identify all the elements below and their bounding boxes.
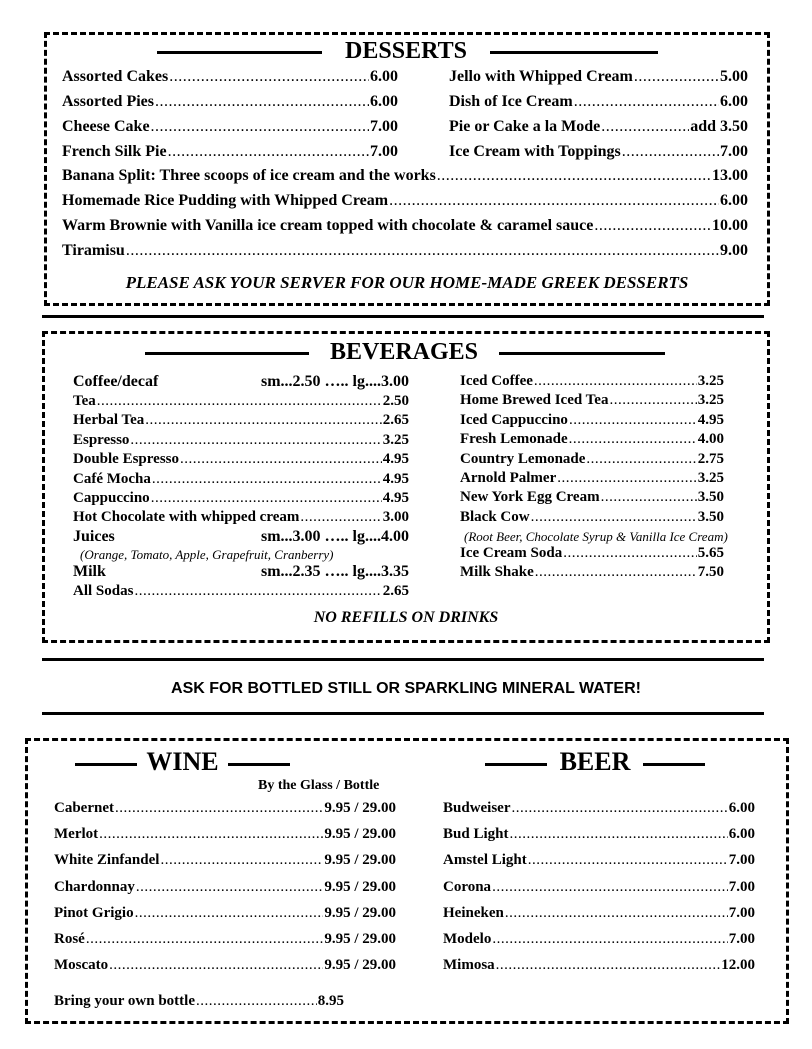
item-price: 6.00	[370, 93, 398, 110]
item-name: Mimosa	[443, 957, 495, 974]
dessert-item	[449, 118, 748, 136]
item-name: Milk Shake	[460, 563, 534, 580]
desserts-footer: PLEASE ASK YOUR SERVER FOR OUR HOME-MADE GREEK DESSERTS	[125, 273, 689, 292]
leader-dots	[97, 393, 382, 410]
item-name: Country Lemonade	[460, 450, 586, 467]
item-name: Iced Cappuccino	[460, 411, 568, 428]
item-name: Coffee/decaf	[73, 373, 159, 390]
item-name: Amstel Light	[443, 852, 527, 869]
leader-dots	[492, 879, 728, 896]
item-price: 9.95 / 29.00	[324, 800, 396, 816]
leader-dots	[563, 545, 697, 562]
leader-dots	[151, 490, 382, 507]
item-name: All Sodas	[73, 583, 134, 599]
leader-dots	[574, 93, 719, 111]
item-price: 2.75	[697, 450, 724, 467]
item-name: Merlot	[54, 826, 99, 843]
beverage-item	[460, 489, 724, 506]
item-price: 3.50	[697, 489, 724, 506]
divider	[42, 315, 764, 318]
beverage-item	[73, 412, 409, 429]
item-price: 6.00	[720, 192, 748, 209]
item-name: French Silk Pie	[62, 143, 167, 160]
beverage-item	[73, 432, 409, 449]
leader-dots	[196, 993, 317, 1010]
leader-dots	[535, 564, 697, 581]
item-price: 9.95 / 29.00	[324, 957, 396, 974]
item-price: 5.00	[720, 68, 748, 85]
dessert-item	[62, 68, 398, 86]
beer-item	[443, 852, 755, 869]
item-price: 3.25	[697, 373, 724, 389]
beverage-item	[460, 564, 724, 581]
desserts-title-rule-left	[157, 51, 322, 54]
leader-dots	[151, 118, 369, 136]
wine-item	[54, 852, 396, 869]
item-price: 9.95 / 29.00	[324, 878, 396, 895]
item-name: Cabernet	[54, 800, 114, 816]
item-price: 4.95	[697, 411, 724, 428]
item-price: 9.95 / 29.00	[324, 826, 396, 843]
item-name: Heineken	[443, 904, 504, 921]
item-name: Banana Split: Three scoops of ice cream and the works	[62, 167, 436, 184]
dessert-item	[449, 93, 748, 111]
item-sizes: sm...2.50 ….. lg....3.00	[261, 373, 409, 390]
item-name: Iced Coffee	[460, 373, 533, 389]
item-name: Budweiser	[443, 800, 511, 816]
beverage-item	[73, 528, 409, 546]
wine-item	[54, 826, 396, 843]
item-sizes: sm...2.35 ….. lg....3.35	[261, 563, 409, 580]
beer-title: BEER	[559, 747, 631, 776]
beverages-footer: NO REFILLS ON DRINKS	[313, 609, 499, 626]
beer-item	[443, 905, 755, 922]
beverages-title: BEVERAGES	[329, 339, 479, 365]
item-name: Assorted Cakes	[62, 68, 169, 85]
item-price: 12.00	[721, 957, 755, 974]
item-name: Dish of Ice Cream	[449, 93, 573, 110]
beverage-item	[73, 509, 409, 526]
item-price: 10.00	[712, 217, 748, 234]
dessert-item	[449, 68, 748, 86]
beer-item	[443, 879, 755, 896]
beer-item	[443, 826, 755, 843]
item-name: Arnold Palmer	[460, 470, 557, 486]
item-sizes: sm...3.00 ….. lg....4.00	[261, 528, 409, 545]
beverage-item	[460, 373, 724, 390]
item-price: 13.00	[712, 167, 748, 184]
leader-dots	[99, 826, 323, 843]
wine-item	[54, 905, 396, 922]
item-price: 7.00	[728, 931, 755, 947]
divider-bottom	[42, 712, 764, 715]
item-price: 9.95 / 29.00	[324, 931, 396, 947]
beverages-title-rule-right	[499, 352, 665, 355]
beverage-item	[460, 470, 724, 487]
beverage-item	[460, 431, 724, 448]
item-price: 2.50	[382, 393, 409, 409]
leader-dots	[601, 489, 697, 506]
beer-item	[443, 931, 755, 948]
item-name: Tiramisu	[62, 242, 125, 259]
item-name: Jello with Whipped Cream	[449, 68, 633, 85]
desserts-title: DESSERTS	[345, 38, 467, 64]
item-name: Warm Brownie with Vanilla ice cream topped with chocolate & caramel sauce	[62, 217, 594, 234]
leader-dots	[135, 905, 324, 922]
item-name: Black Cow	[460, 508, 530, 525]
item-name: Double Espresso	[73, 451, 179, 468]
dessert-item	[62, 242, 748, 260]
wine-item	[54, 800, 396, 817]
beverage-item	[73, 583, 409, 600]
beverage-item	[73, 451, 409, 468]
beer-item	[443, 957, 755, 974]
beverage-item	[73, 471, 409, 488]
beverage-item	[73, 490, 409, 507]
wine-subtitle: By the Glass / Bottle	[258, 778, 380, 793]
item-price: 9.95 / 29.00	[324, 904, 396, 921]
item-name: Fresh Lemonade	[460, 431, 568, 448]
item-name: Pie or Cake a la Mode	[449, 118, 601, 135]
item-name: Ice Cream with Toppings	[449, 143, 621, 160]
item-price: 7.00	[720, 143, 748, 160]
leader-dots	[155, 93, 369, 111]
item-name: Tea	[73, 393, 96, 409]
leader-dots	[509, 826, 727, 843]
beverage-item	[460, 509, 724, 526]
item-price: 4.00	[697, 431, 724, 448]
item-price: 7.00	[370, 118, 398, 135]
leader-dots	[534, 373, 697, 390]
item-name: Café Mocha	[73, 470, 151, 487]
item-price: 5.65	[697, 545, 724, 561]
item-price: 6.00	[728, 826, 755, 843]
item-price: 7.00	[370, 143, 398, 160]
leader-dots	[601, 118, 689, 136]
leader-dots	[437, 167, 711, 185]
item-price: 3.00	[382, 509, 409, 526]
item-name: Bring your own bottle	[54, 993, 195, 1010]
item-name: Milk	[73, 563, 106, 580]
wine-item	[54, 957, 396, 974]
leader-dots	[594, 217, 711, 235]
dessert-item	[62, 217, 748, 235]
leader-dots	[86, 931, 324, 948]
item-name: Home Brewed Iced Tea	[460, 392, 609, 409]
item-price: 3.50	[697, 508, 724, 525]
leader-dots	[622, 143, 719, 161]
item-price: 2.65	[382, 583, 409, 599]
item-price: 7.00	[728, 852, 755, 869]
beverages-title-rule-left	[145, 352, 309, 355]
leader-dots	[145, 412, 381, 429]
beverage-item	[73, 393, 409, 410]
leader-dots	[389, 192, 719, 210]
dessert-item	[62, 118, 398, 136]
item-name: Moscato	[54, 957, 109, 974]
wine-title: WINE	[146, 747, 219, 776]
beverage-item	[460, 545, 724, 562]
leader-dots	[300, 509, 381, 526]
beer-title-rule-left	[485, 763, 547, 766]
desserts-title-rule-right	[490, 51, 658, 54]
beverage-item	[460, 451, 724, 468]
item-price: 6.00	[728, 800, 755, 816]
item-name: Hot Chocolate with whipped cream	[73, 509, 300, 526]
item-price: 4.95	[382, 470, 409, 487]
beverage-item	[73, 563, 409, 581]
item-name: Assorted Pies	[62, 93, 154, 110]
item-name: Modelo	[443, 931, 492, 947]
leader-dots	[557, 470, 697, 487]
item-name: Cheese Cake	[62, 118, 150, 135]
leader-dots	[136, 879, 323, 896]
leader-dots	[512, 800, 728, 817]
item-price: 7.00	[728, 878, 755, 895]
dessert-item	[62, 192, 748, 210]
item-name: Rosé	[54, 931, 85, 947]
item-price: 8.95	[317, 993, 344, 1010]
dessert-item	[449, 143, 748, 161]
leader-dots	[168, 143, 369, 161]
item-price: 2.65	[382, 412, 409, 429]
item-price: 9.95 / 29.00	[324, 852, 396, 869]
item-name: Cappuccino	[73, 490, 150, 506]
leader-dots	[586, 451, 696, 468]
leader-dots	[528, 852, 728, 869]
juices-note: (Orange, Tomato, Apple, Grapefruit, Cranberry)	[80, 547, 334, 562]
beverage-item	[73, 373, 409, 391]
dessert-item	[62, 143, 398, 161]
beverage-item	[460, 392, 724, 409]
leader-dots	[126, 242, 719, 260]
leader-dots	[130, 432, 381, 449]
leader-dots	[531, 509, 697, 526]
leader-dots	[180, 451, 382, 468]
leader-dots	[169, 68, 369, 86]
item-price: 7.50	[697, 563, 724, 580]
item-name: Juices	[73, 528, 115, 545]
water-banner: ASK FOR BOTTLED STILL OR SPARKLING MINERAL WATER!	[171, 680, 641, 697]
item-price: 9.00	[720, 242, 748, 259]
item-price: 3.25	[697, 392, 724, 409]
item-name: Homemade Rice Pudding with Whipped Cream	[62, 192, 389, 209]
dessert-item	[62, 167, 748, 185]
item-name: Corona	[443, 878, 492, 895]
leader-dots	[569, 412, 697, 429]
item-name: New York Egg Cream	[460, 489, 600, 506]
item-price: 4.95	[382, 490, 409, 506]
item-price: 3.25	[697, 470, 724, 486]
leader-dots	[496, 957, 721, 974]
wine-title-rule-right	[228, 763, 290, 766]
beer-item	[443, 800, 755, 817]
leader-dots	[160, 852, 323, 869]
leader-dots	[152, 471, 382, 488]
leader-dots	[115, 800, 323, 817]
item-name: Bud Light	[443, 826, 509, 843]
dessert-item	[62, 93, 398, 111]
wine-title-rule-left	[75, 763, 137, 766]
leader-dots	[609, 392, 696, 409]
black-cow-note: (Root Beer, Chocolate Syrup & Vanilla Ice Cream)	[464, 529, 728, 544]
item-name: Herbal Tea	[73, 412, 145, 429]
item-name: Ice Cream Soda	[460, 545, 563, 561]
leader-dots	[134, 583, 381, 600]
leader-dots	[569, 431, 697, 448]
item-name: White Zinfandel	[54, 852, 160, 869]
item-name: Espresso	[73, 431, 130, 448]
item-price: 6.00	[370, 68, 398, 85]
beverage-item	[460, 412, 724, 429]
leader-dots	[109, 957, 323, 974]
leader-dots	[634, 68, 719, 86]
wine-item	[54, 879, 396, 896]
leader-dots	[505, 905, 728, 922]
beer-title-rule-right	[643, 763, 705, 766]
wine-item	[54, 931, 396, 948]
item-price: 7.00	[728, 904, 755, 921]
divider-top	[42, 658, 764, 661]
item-name: Pinot Grigio	[54, 904, 134, 921]
item-name: Chardonnay	[54, 878, 135, 895]
leader-dots	[492, 931, 727, 948]
item-price: add 3.50	[690, 118, 748, 135]
item-price: 6.00	[720, 93, 748, 110]
item-price: 3.25	[382, 431, 409, 448]
wine-item	[54, 993, 344, 1010]
item-price: 4.95	[382, 451, 409, 468]
